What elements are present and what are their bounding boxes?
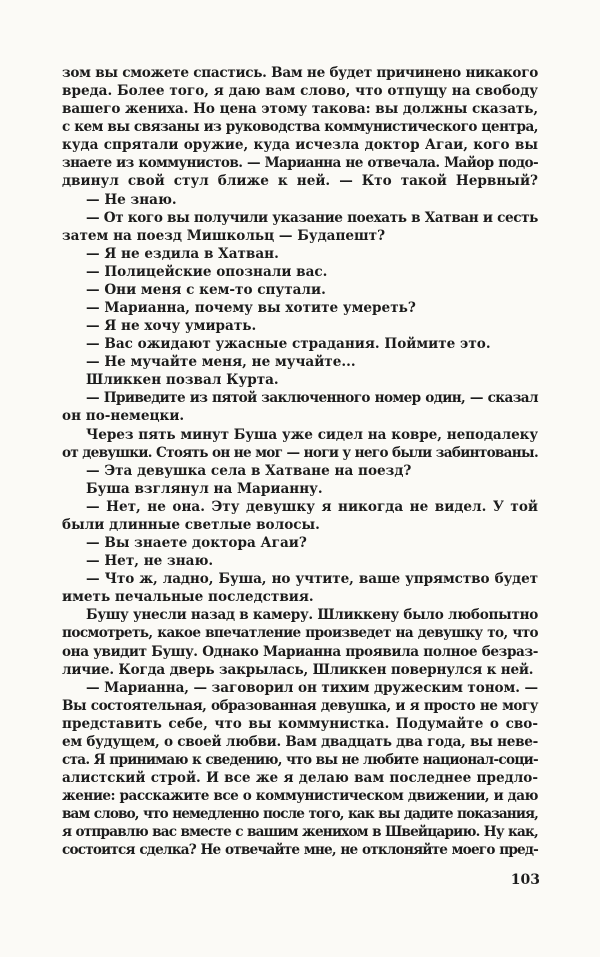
text-line: — Не мучайте меня, не мучайте... (86, 354, 356, 371)
text-line: личие. Когда дверь закрылась, Шликкен повернулся к ней. (62, 661, 534, 678)
text-line: ем будущем, о своей любви. Вам двадцать два года, вы неве- (62, 733, 538, 750)
text-line: — Марианна, — заговорил он тихим дружеским тоном. — (86, 679, 538, 696)
text-line: — Нет, не знаю. (86, 553, 214, 570)
text-line: Вы состоятельная, образованная девушка, и я просто не могу (62, 697, 538, 714)
text-line: — Эта девушка села в Хатване на поезд? (86, 462, 412, 479)
text-line: Буша взглянул на Марианну. (86, 480, 323, 497)
text-line: Бушу унесли назад в камеру. Шликкену было любопытно (86, 607, 538, 624)
text-line: я отправлю вас вместе с вашим женихом в Швейцарию. Ну как, (62, 824, 538, 841)
text-line: она увидит Бушу. Однако Марианна проявила полное безраз- (62, 643, 538, 660)
text-line: ста. Я принимаю к сведению, что вы не любите национал-соци- (62, 751, 538, 768)
text-line: вам слово, что немедленно после того, как вы дадите показания, (62, 806, 538, 823)
text-line: жение: расскажите все о коммунистическом движении, и даю (62, 788, 538, 805)
text-line: двинул свой стул ближе к ней. — Кто такой Нервный? (62, 173, 538, 190)
text-line: представить себе, что вы коммунистка. Подумайте о сво- (62, 715, 538, 732)
text-line: — Что ж, ладно, Буша, но учтите, ваше упрямство будет (86, 571, 538, 588)
text-line: — Они меня с кем-то спутали. (86, 281, 326, 298)
text-line: — Вы знаете доктора Агаи? (86, 535, 307, 552)
text-line: затем на поезд Мишкольц — Будапешт? (62, 227, 386, 244)
text-line: состоится сделка? Не отвечайте мне, не отклоняйте моего пред- (62, 842, 538, 859)
text-line: зом вы сможете спастись. Вам не будет причинено никакого (62, 65, 538, 81)
text-line: — Я не хочу умирать. (86, 318, 257, 335)
text-line: вашего жениха. Но цена этому такова: вы должны сказать, (62, 101, 538, 118)
text-line: — Я не ездила в Хатван. (86, 245, 279, 262)
text-line: — Полицейские опознали вас. (86, 263, 328, 280)
text-line: — Нет, не она. Эту девушку я никогда не видел. У той (86, 498, 538, 515)
text-line: он по-немецки. (62, 408, 185, 425)
text-line: с кем вы связаны из руководства коммунистического центра, (62, 119, 538, 136)
text-line: алистский строй. И все же я делаю вам последнее предло- (62, 770, 538, 787)
text-line: — От кого вы получили указание поехать в Хатван и сесть (86, 209, 538, 226)
text-line: знаете из коммунистов. — Марианна не отвечала. Майор подо- (62, 155, 538, 172)
text-line: Шликкен позвал Курта. (86, 372, 279, 389)
text-line: — Приведите из пятой заключенного номер один, — сказал (86, 390, 538, 407)
text-line: — Марианна, почему вы хотите умереть? (86, 300, 416, 317)
text-line: Через пять минут Буша уже сидел на ковре, неподалеку (86, 426, 538, 443)
text-line: — Не знаю. (86, 191, 177, 208)
page-number: 103 (510, 872, 540, 888)
body-text (62, 64, 538, 859)
text-line: вреда. Более того, я даю вам слово, что отпущу на свободу (62, 83, 538, 100)
text-line: посмотреть, какое впечатление произведет на девушку то, что (62, 625, 538, 642)
text-line: от девушки. Стоять он не мог — ноги у него были забинтованы. (62, 444, 538, 461)
text-line: были длинные светлые волосы. (62, 516, 320, 533)
text-line: — Вас ожидают ужасные страдания. Поймите это. (86, 336, 491, 353)
text-line: куда спрятали оружие, куда исчезла доктор Агаи, кого вы (62, 137, 538, 154)
text-line: иметь печальные последствия. (62, 589, 314, 606)
